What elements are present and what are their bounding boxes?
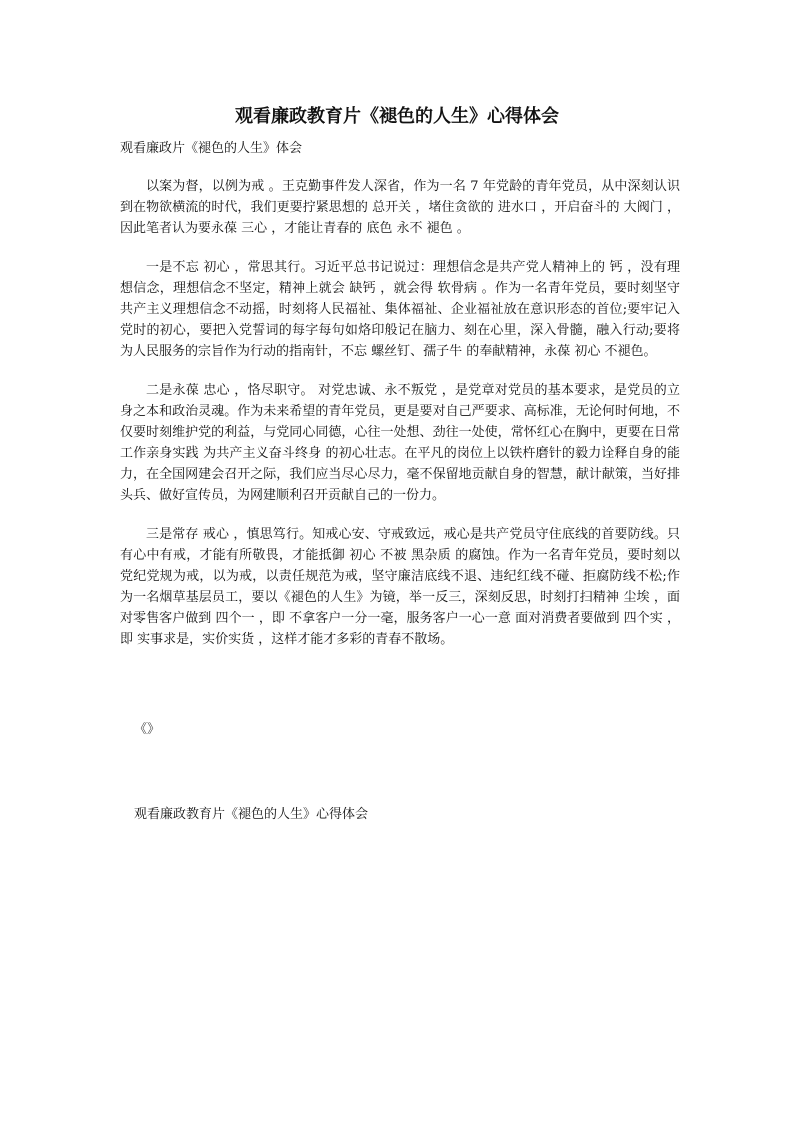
paragraph-third-point: 三是常存 戒心 ，慎思笃行。知戒心安、守戒致远，戒心是共产党员守住底线的首要防线。只有心中有戒，才能有所敬畏，才能抵御 初心 不被 黑杂质 的腐蚀。作为一名青年党员，要时刻以党纪党规为戒，以为戒，以责任规范为戒，坚守廉洁底线不退、违纪红线不碰、拒腐防线不松;作为一名烟草基层员工，要以《褪色的人生》为镜，举一反三，深刻反思，时刻打扫精神 尘埃 ，面对零售客户做到 四个一 ，即 不拿客户一分一毫，服务客户一心一意 面对消费者要做到 四个实 ，即 实事求是，实价实货 ，这样才能才多彩的青春不散场。 — [120, 527, 680, 647]
paragraph-first-point: 一是不忘 初心 ，常思其行。习近平总书记说过：理想信念是共产党人精神上的 钙 ，没有理想信念，理想信念不坚定，精神上就会 缺钙 ，就会得 软骨病 。作为一名青年党员，要时刻坚守共产主义理想信念不动摇，时刻将人民福祉、集体福祉、企业福祉放在意识形态的首位;要牢记入党时的初心，要把入党誓词的每字每句如烙印般记在脑力、刻在心里，深入骨髓，融入行动;要将为人民服务的宗旨作为行动的指南针，不忘 螺丝钉、孺子牛 的奉献精神，永葆 初心 不褪色。 — [120, 260, 680, 359]
paragraph-intro: 以案为督，以例为戒 。王克勤事件发人深省，作为一名 7 年党龄的青年党员，从中深刻认识到在物欲横流的时代，我们更要拧紧思想的 总开关 ，堵住贪欲的 进水口 ，开启奋斗的 大阀门 ，因此笔者认为要永葆 三心 ，才能让青春的 底色 永不 褪色 。 — [120, 179, 680, 236]
document-body — [120, 176, 680, 668]
paragraph-second-point: 二是永葆 忠心 ，恪尽职守。 对党忠诚、永不叛党 ，是党章对党员的基本要求，是党员的立身之本和政治灵魂。作为未来希望的青年党员，更是要对自己严要求、高标准，无论何时何地，不仅要时刻维护党的利益，与党同心同德，心往一处想、劲往一处使，常怀红心在胸中，更要在日常工作亲身实践 为共产主义奋斗终身 的初心壮志。在平凡的岗位上以铁杵磨针的毅力诠释自身的能力，在全国网建会召开之际，我们应当尽心尽力，毫不保留地贡献自身的智慧，献计献策，当好排头兵、做好宣传员，为网建顺利召开贡献自己的一份力。 — [120, 383, 680, 503]
document-subtitle: 观看廉政片《褪色的人生》体会 — [120, 141, 303, 156]
document-title: 观看廉政教育片《褪色的人生》心得体会 — [235, 106, 559, 127]
empty-title-brackets: 《》 — [134, 722, 161, 737]
footer-title: 观看廉政教育片《褪色的人生》心得体会 — [134, 807, 369, 822]
